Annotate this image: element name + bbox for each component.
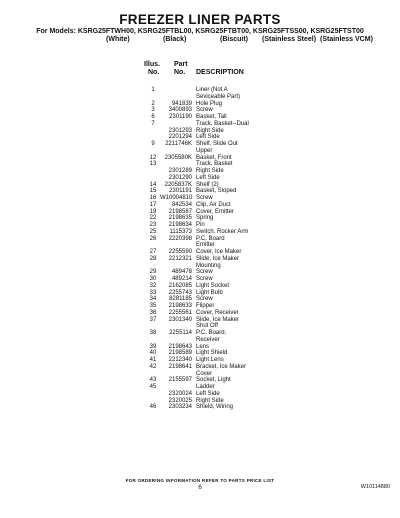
part-number: 3400893 — [168, 107, 192, 114]
parts-row — [0, 175, 400, 182]
parts-row — [0, 202, 400, 209]
parts-row — [0, 168, 400, 175]
page-number: 6 — [198, 485, 202, 491]
parts-row — [0, 330, 400, 337]
part-description: Basket, Front — [196, 154, 232, 161]
part-number: 2211746K — [165, 141, 192, 147]
illus-number: 32 — [149, 282, 157, 289]
illus-number: 41 — [149, 357, 157, 363]
part-description: Left Side — [196, 174, 220, 181]
part-description: Light Bulb — [196, 289, 223, 296]
parts-row — [0, 398, 400, 405]
part-description: Screw — [196, 195, 213, 201]
part-number: 2198634 — [168, 222, 192, 228]
parts-row — [0, 148, 400, 155]
part-description: Hole Plug — [196, 100, 223, 107]
color-stainless-steel: (Stainless Steel) — [262, 36, 317, 43]
illus-number: 6 — [151, 114, 155, 120]
part-description: Clip, Air Duct — [196, 201, 231, 208]
parts-row — [0, 276, 400, 283]
color-biscuit: (Biscuit) — [220, 36, 248, 43]
illus-number: 33 — [149, 289, 157, 296]
illus-number: 28 — [149, 255, 157, 262]
part-number: 1115373 — [169, 228, 192, 235]
parts-row — [0, 310, 400, 317]
part-description: Track, Basket — [196, 161, 233, 168]
part-number: 2212340 — [168, 357, 192, 363]
color-white: (White) — [106, 36, 130, 43]
part-number: 2255114 — [169, 330, 192, 336]
parts-row — [0, 141, 400, 148]
part-number: 2320025 — [168, 397, 192, 404]
illus-number: 13 — [149, 161, 157, 168]
parts-row — [0, 384, 400, 391]
page-title: FREEZER LINER PARTS — [119, 12, 281, 27]
parts-row — [0, 128, 400, 135]
illus-number: 22 — [149, 215, 157, 222]
part-description: Basket, Tall — [196, 114, 227, 120]
part-description: P.C. Board, — [196, 330, 227, 336]
part-number: 2201294 — [168, 134, 192, 141]
parts-row — [0, 101, 400, 108]
parts-row — [0, 337, 400, 344]
part-description: Basket, Sloped — [196, 188, 237, 195]
part-description: Track, Basket--Dual — [196, 120, 249, 127]
parts-row — [0, 303, 400, 310]
part-number: 2301191 — [169, 188, 192, 195]
part-description: Right Side — [196, 168, 224, 174]
illus-number: 27 — [149, 249, 157, 255]
part-description: Flipper — [196, 303, 215, 309]
illus-number: 45 — [149, 384, 157, 390]
parts-row — [0, 229, 400, 236]
part-description: Slide, Ice Maker — [196, 316, 240, 323]
part-number: 2303234 — [168, 404, 192, 411]
parts-row — [0, 377, 400, 384]
part-description: Cover, Receiver — [196, 309, 239, 316]
parts-row — [0, 296, 400, 303]
illus-number: 40 — [149, 350, 157, 357]
part-description: Slide, Ice Maker — [196, 255, 240, 262]
parts-row — [0, 188, 400, 195]
part-number: 2155597 — [168, 377, 192, 384]
part-description: Shelf, Slide Out — [196, 141, 238, 147]
illus-number: 9 — [151, 141, 155, 147]
column-header-description: DESCRIPTION — [196, 69, 244, 76]
parts-row — [0, 256, 400, 263]
part-number: 2198589 — [168, 350, 192, 357]
column-header-illus-2: No. — [148, 69, 160, 76]
parts-row — [0, 134, 400, 141]
illus-number: 17 — [149, 201, 157, 208]
parts-row — [0, 242, 400, 249]
illus-number: 38 — [149, 330, 157, 336]
parts-row — [0, 87, 400, 94]
parts-row — [0, 371, 400, 378]
illus-number: 46 — [149, 404, 157, 411]
parts-row — [0, 155, 400, 162]
parts-row — [0, 121, 400, 128]
part-description: Cover — [196, 370, 213, 377]
part-number: 2198587 — [168, 208, 192, 215]
part-number: 2255561 — [168, 309, 192, 316]
parts-row — [0, 269, 400, 276]
illus-number: 42 — [149, 363, 157, 370]
parts-row — [0, 215, 400, 222]
part-description: Left Side — [196, 390, 220, 397]
part-number: 2198641 — [168, 363, 192, 370]
illus-number: 34 — [149, 296, 157, 303]
parts-row — [0, 391, 400, 398]
part-number: 2255590 — [168, 249, 192, 255]
part-number: 2301293 — [168, 127, 192, 134]
part-description: Upper — [196, 147, 213, 154]
part-description: Shelf (2) — [196, 181, 219, 188]
model-list: For Models: KSRG25FTWH00, KSRG25FTBL00, KSRG25FTBT00, KSRG25FTSS00, KSRG25FTST00 — [36, 28, 364, 35]
part-description: Right Side — [196, 127, 224, 134]
ordering-note: FOR ORDERING INFORMATION REFER TO PARTS PRICE LIST — [125, 478, 275, 483]
parts-row — [0, 323, 400, 330]
column-header-part-2: No. — [174, 69, 186, 76]
part-description: Ladder — [196, 384, 215, 390]
part-number: 2198635 — [168, 215, 192, 222]
illus-number: 36 — [149, 309, 157, 316]
part-number: 489214 — [171, 276, 192, 282]
parts-row — [0, 222, 400, 229]
parts-row — [0, 350, 400, 357]
part-description: Switch, Rocker Arm — [196, 228, 249, 235]
illus-number: 37 — [149, 316, 157, 323]
illus-number: 23 — [149, 222, 157, 228]
parts-row — [0, 357, 400, 364]
column-header-illus-1: Illus. — [144, 61, 160, 68]
part-number: 2212321 — [168, 255, 192, 262]
parts-row — [0, 182, 400, 189]
color-stainless-vcm: (Stainless VCM) — [320, 36, 373, 43]
part-description: Shield, Wiring — [196, 404, 234, 411]
part-description: Screw — [196, 296, 213, 303]
illus-number: 39 — [149, 343, 157, 350]
part-number: 2162085 — [168, 282, 192, 289]
illus-number: 29 — [149, 269, 157, 276]
part-description: Left Side — [196, 134, 220, 141]
parts-row — [0, 344, 400, 351]
parts-row — [0, 263, 400, 270]
illus-number: 43 — [149, 377, 157, 384]
illus-number: 14 — [149, 181, 157, 188]
part-number: 842534 — [171, 201, 192, 208]
illus-number: 35 — [149, 303, 157, 309]
parts-row — [0, 283, 400, 290]
part-description: Receiver — [196, 336, 220, 343]
illus-number: 30 — [149, 276, 157, 282]
part-number: 2320024 — [168, 390, 192, 397]
part-number: W10004810 — [160, 195, 193, 201]
document-number: W10114880 — [360, 484, 390, 490]
illus-number: 15 — [149, 188, 157, 195]
parts-row — [0, 209, 400, 216]
color-black: (Black) — [163, 36, 187, 43]
part-number: 2301289 — [168, 168, 192, 174]
part-description: Cover, Ice Maker — [196, 249, 242, 255]
illus-number: 2 — [151, 100, 155, 107]
part-number: 2205837K — [164, 181, 192, 188]
part-description: Screw — [196, 107, 213, 114]
part-number: 489478 — [171, 269, 192, 276]
parts-row — [0, 94, 400, 101]
part-description: Bracket, Ice Maker — [196, 363, 247, 370]
part-description: Lens — [196, 343, 210, 350]
part-description: Socket, Light — [196, 377, 231, 384]
illus-number: 3 — [151, 107, 155, 114]
part-description: Liner (Not A — [196, 87, 228, 93]
part-number: 2255743 — [168, 289, 192, 296]
illus-number: 19 — [149, 208, 157, 215]
part-description: Shut Off — [196, 323, 218, 330]
part-description: Emitter — [196, 242, 216, 249]
part-description: Light Lens — [196, 357, 224, 363]
parts-list — [0, 87, 400, 411]
parts-row — [0, 404, 400, 411]
part-description: Right Side — [196, 397, 224, 404]
part-description: Seviceable Part) — [196, 93, 241, 100]
part-number: 8281185 — [169, 296, 192, 303]
part-description: Light Socket — [196, 282, 230, 289]
parts-row — [0, 195, 400, 202]
part-number: 2220398 — [168, 235, 192, 242]
part-description: P.C. Board — [196, 235, 225, 242]
illus-number: 25 — [149, 228, 157, 235]
part-description: Screw — [196, 269, 213, 276]
illus-number: 12 — [149, 154, 157, 161]
illus-number: 7 — [151, 120, 155, 127]
column-header-part-1: Part — [174, 61, 188, 68]
part-number: 2301340 — [168, 316, 192, 323]
part-description: Cover, Emitter — [196, 208, 235, 215]
part-description: Mounting — [196, 262, 221, 269]
part-description: Pin — [196, 222, 205, 228]
model-colors — [0, 36, 400, 45]
part-number: 2301290 — [168, 174, 192, 181]
part-number: 2301190 — [169, 114, 192, 120]
part-number: 2198633 — [168, 303, 192, 309]
part-description: Spring — [196, 215, 214, 222]
parts-row — [0, 236, 400, 243]
parts-row — [0, 364, 400, 371]
parts-row — [0, 114, 400, 121]
illus-number: 1 — [151, 87, 155, 93]
parts-row — [0, 249, 400, 256]
parts-row — [0, 290, 400, 297]
part-number: 2198643 — [168, 343, 192, 350]
parts-row — [0, 107, 400, 114]
parts-row — [0, 317, 400, 324]
illus-number: 16 — [149, 195, 157, 201]
part-number: 941839 — [171, 100, 192, 107]
illus-number: 26 — [149, 235, 157, 242]
part-description: Light Shield — [196, 350, 228, 357]
part-description: Screw — [196, 276, 213, 282]
part-number: 2305580K — [164, 154, 192, 161]
parts-row — [0, 161, 400, 168]
